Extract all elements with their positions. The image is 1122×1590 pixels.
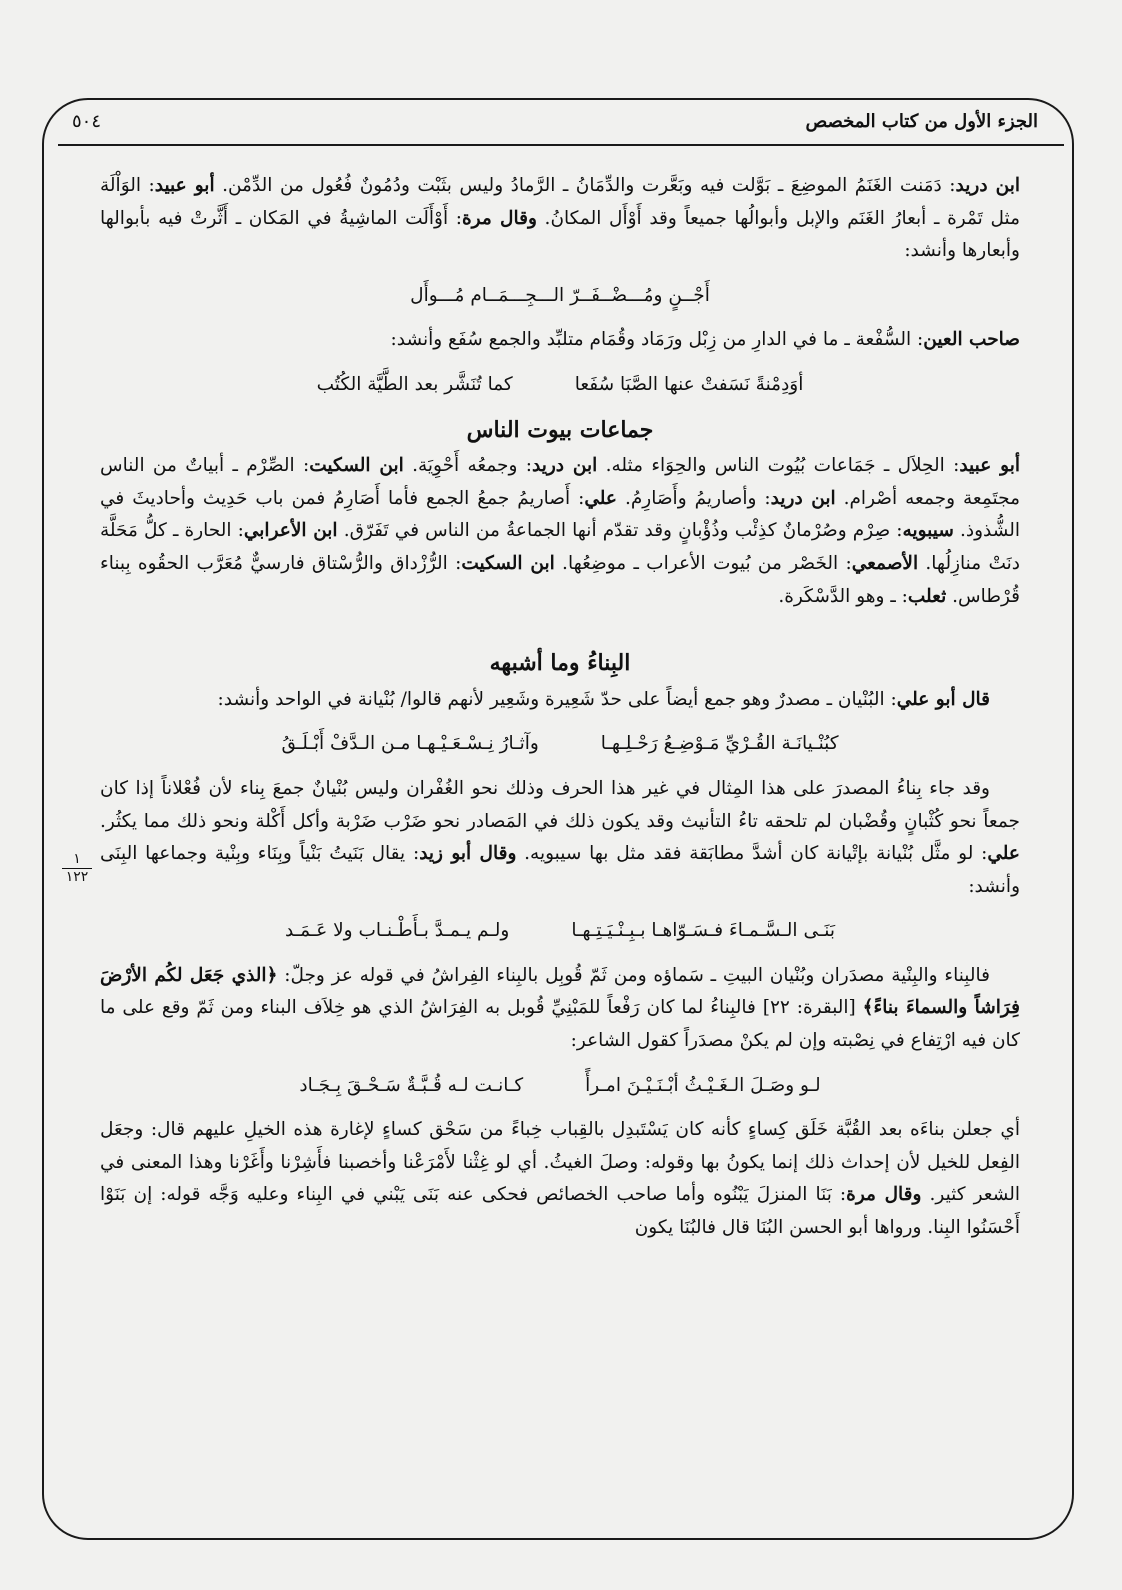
text-paragraph (100, 1114, 1020, 1244)
text-run: : الوَاْلَة مثل تَمْرة ـ أبعارُ الغَنَم والإبل وأبوالُها جميعاً وقد أَوْأَل المكانُ. (100, 175, 1020, 229)
text-run: : الخَصْر من بُيوت الأعراب ـ موضِعُها. (554, 552, 852, 574)
text-run: فالبِناء والبِنْية مصدَران وبُنْيان البيتِ ـ سَماؤه ومن ثَمّ قُوبِل بالبِناء الفِراشُ في قوله عز وجلّ: (277, 964, 990, 986)
author-citation: سيبويه (902, 520, 954, 542)
author-citation: ابن دريد (531, 455, 598, 477)
text-run: : لو مثَّل بُنْيانة بإتْيانة كان أشدَّ مطابَقة فقد مثل بها سيبويه. (516, 843, 988, 865)
text-run: أي جعلن بناءَه بعد القُبَّة خَلَق كِساءٍ كأنه كان يَسْتَبدِل بالقِباب خِباءً من سَحْق كساءٍ لإغارة هذه الخيلِ عليهم قال: وجعَل الفِعل للخيل لأن إحداث ذلك إنما يكونُ بها وقوله: وصلَ الغيثُ. أي لو غِثْنا لأَمْرَعْنا وأخصبنا فأَشِرْنا وأَغَرْنا وهذا المعنى في الشعر كثير. (100, 1119, 1021, 1206)
text-run: : يقال بَنَيتُ بَنْياً وبِنَاء وبِنْية وجماعها البِنَى وأنشد: (100, 843, 1020, 897)
section-spacer (100, 613, 1020, 641)
book-title: الجزء الأول من كتاب المخصص (805, 110, 1038, 132)
verse-second-hemistich: ولـم يـمـدَّ بـأَطْـنـاب ولا عَـمَـد (284, 920, 510, 942)
verse-first-hemistich: لـو وصَـلَ الـغَـيْـثُ أبْـنَـيْـنَ امـرأً (585, 1074, 821, 1096)
text-run: : صِرْم وصُرْمانٌ كذِئْب وذُؤْبانٍ وقد تقدّم أنها الجماعةُ من الناس في تَفَرّق. (337, 520, 903, 542)
text-run: : الصِّرْم ـ أبياتٌ من الناس مجتَمِعة وجمعه أصْرام. (100, 455, 1020, 509)
author-citation: ابن الأعرابي (243, 520, 338, 542)
text-paragraph (100, 450, 1020, 613)
header-rule (58, 144, 1064, 146)
author-citation: ابن دريد (955, 175, 1020, 196)
verse-first-hemistich: كبُنْـيانَـة القُـرْيِّ مَـوْضِـعُ رَحْـلِـهـا (600, 733, 839, 755)
text-paragraph (100, 684, 1020, 717)
author-citation: ثعلب (907, 585, 947, 607)
author-citation: أبو عبيد (959, 455, 1020, 477)
verse-second-hemistich: كما تُنَشَّر بعد الطَّيَّة الكُتُب (316, 373, 513, 395)
text-run: : الرُّزْداق والرُّسْتاق فارسيٌّ مُعَرَّب الحقُوه بِبناء قُرْطاس. (100, 552, 1020, 607)
author-citation: ابن السكيت (309, 455, 404, 477)
text-run: : الحِلاَل ـ جَمَاعات بُيُوت الناس والحِوَاء مثله. (597, 455, 960, 477)
text-run: : بَنَا المنزلَ يَبْنُوه وأما صاحب الخصائص فحكى عنه بَنَى يَبْني في البِناء وعليه وَجَّه قوله: إن بَنَوْا أَحْسَنُوا البِنا. ورواها أبو الحسن البُنَا قال فالبُنَا يكون (100, 1184, 1020, 1239)
text-run: وقد جاء بِناءُ المصدرَ على هذا المِثال في غير هذا الحرف وذلك نحو الغُفْران وليس بُنْيانٌ جمعَ بِناء لأن فُعْلاناً إذا كان جمعاً نحو كُثْبانٍ وقُضْبان لم تلحقه تاءُ التأنيث وقد يكون ذلك في المَصادر نحو ضَرْب ضَرْبة وأكل أَكْلة ونحو ذلك مما يكثُر. (100, 777, 1020, 832)
page-number: ٥٠٤ (72, 110, 102, 132)
margin-ref-top: ١ (73, 851, 81, 867)
poem-verse (100, 915, 1020, 948)
author-citation: الأصمعي (851, 552, 919, 574)
text-run: [البقرة: ٢٢] فالبِناءُ لما كان رَفْعاً للمَبْنِيِّ قُوبل به الفِرَاشُ الذي هو خِلاَف البناء ومن ثَمّ وقع على ما كان فيه ارْتِفاع في نِصْبته وإن لم يكنْ مصدَراً كقول الشاعر: (100, 997, 1020, 1052)
author-citation: علي (584, 487, 617, 509)
margin-ref-bottom: ١٢٢ (65, 869, 89, 885)
author-citation: قال أبو علي (896, 688, 990, 710)
verse-second-hemistich: كـانـت لـه قُـبَّـةٌ سَـحْـقَ بِـجَـاد (299, 1074, 524, 1096)
poem-verse (100, 1070, 1020, 1103)
author-citation: وقال مرة (461, 207, 537, 229)
text-paragraph (100, 773, 1020, 903)
author-citation: ابن دريد (770, 487, 836, 509)
text-run: : الحارة ـ كلُّ مَحَلَّة دنَتْ منازِلُها. (100, 520, 1020, 574)
poem-verse (100, 728, 1020, 761)
author-citation: ابن السكيت (461, 552, 555, 574)
text-run: : البُنْيان ـ مصدرٌ وهو جمع أيضاً على حدّ شَعِيرة وشَعِير لأنهم قالوا/ بُنْيانة في الواحد وأنشد: (217, 688, 897, 710)
text-paragraph (100, 960, 1020, 1058)
text-run: : دَمَنت الغَنَمُ الموضِعَ ـ بَوَّلت فيه وبَعَّرت والدِّمَانُ ـ الرَّمادُ وليس بثَبْت ودُمُونٌ فُعُول من الدِّمْن. (214, 175, 956, 196)
text-run: : وجمعُه أَحْوِيَة. (403, 455, 532, 477)
text-paragraph (100, 170, 1020, 268)
verse-first-hemistich: بَنَـى الـسَّـمـاءَ فـسَـوّاهـا بـبِـنْـيَـتِـهـا (571, 920, 836, 942)
text-run: : السُّفْعة ـ ما في الدارِ من زِبْل ورَمَاد وقُمَام متلبِّد والجمع سُفَع وأنشد: (390, 329, 924, 351)
verse-first-hemistich: أوَدِمْنةً نَسَفتْ عنها الصَّبَا سُفَعا (574, 373, 804, 395)
text-run: : وأصاريمُ وأَصَارِمُ. (616, 487, 771, 509)
running-header (72, 104, 1038, 138)
verse-second-hemistich: وآثـارُ نِـسْـعَـيْـهـا مـن الـدَّفْ أَبْـلَـقُ (281, 733, 539, 755)
author-citation: وقال مرة (846, 1184, 922, 1206)
text-run: : أَوْأَلَت الماشِيةُ في المَكان ـ أَثَّرتْ فيه بأبوالها وأبعارها وأنشد: (100, 207, 1020, 262)
poem-verse (100, 369, 1020, 402)
author-citation: علي (987, 843, 1020, 865)
verse-line: أَجْــنٍ ومُـــضْــفَــرّ الـــجِـــمَــام مُـــوأَل (410, 284, 710, 306)
page-body (100, 170, 1020, 1245)
author-citation: أبو عبيد (154, 175, 215, 196)
margin-page-reference (60, 852, 94, 885)
author-citation: وقال أبو زيد (419, 843, 517, 865)
poem-verse (100, 280, 1020, 313)
text-run: : ـ وهو الدَّسْكَرة. (778, 585, 908, 607)
author-citation: ﴿الذي جَعَل لكُم الأرْضَ فِرَاشاً والسماءَ بناءً﴾ (100, 964, 1020, 1019)
section-heading: جماعات بيوت الناس (466, 416, 654, 443)
section-heading: البِناءُ وما أشبهه (489, 650, 631, 677)
author-citation: صاحب العين (923, 329, 1020, 351)
text-paragraph (100, 324, 1020, 357)
text-run: : أَصاريمُ جمعُ الجمع فأما أَصَارِمُ فمن باب حَدِيث وأحاديثَ في الشُّذوذ. (100, 487, 1020, 542)
